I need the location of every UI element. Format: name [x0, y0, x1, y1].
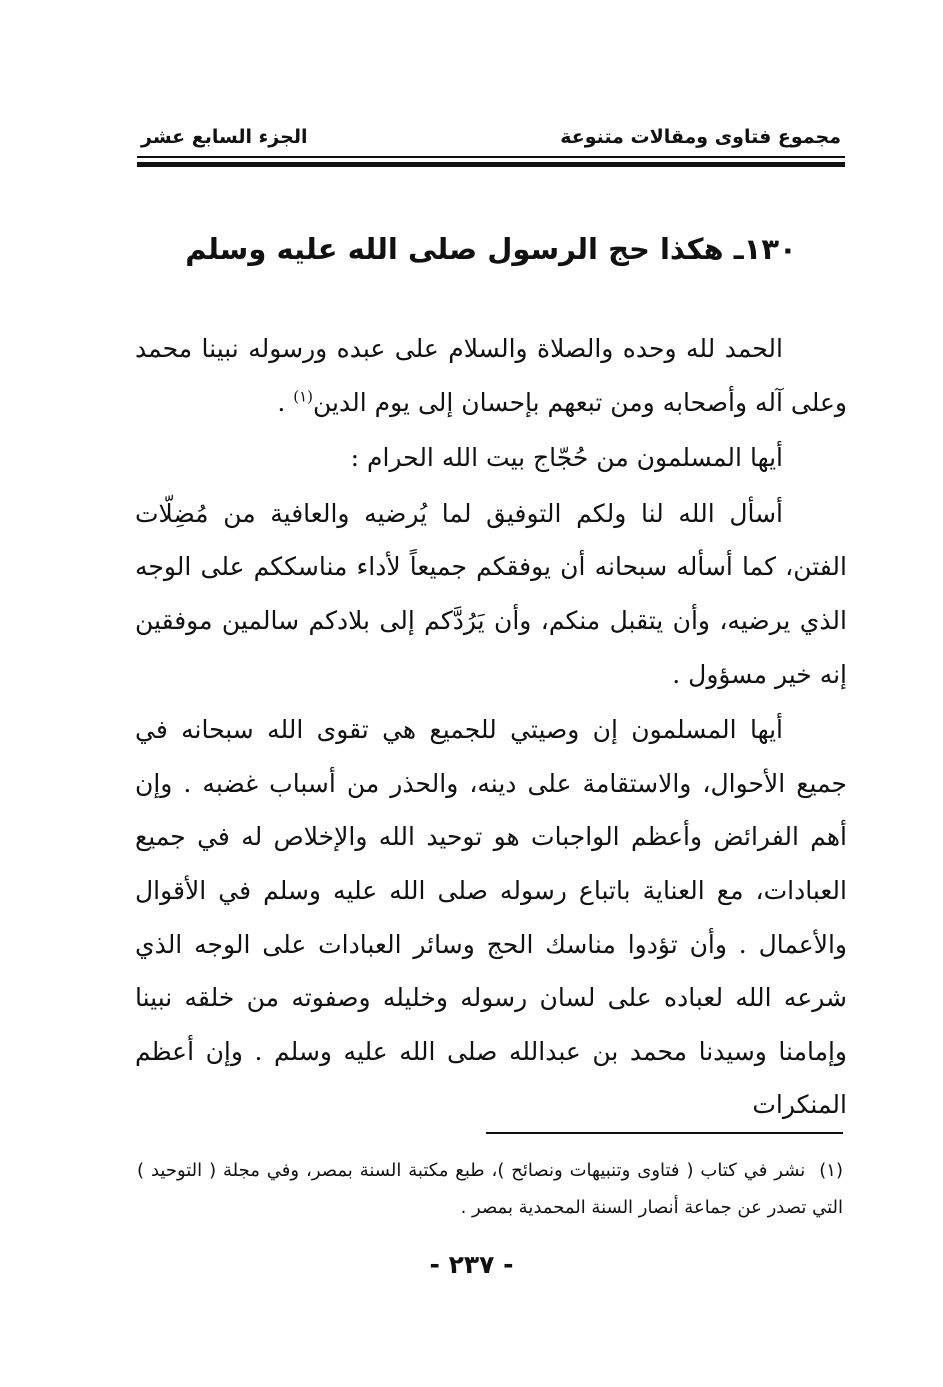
footnote: [137, 1152, 843, 1226]
paragraph-4: أيها المسلمون إن وصيتي للجميع هي تقوى الله سبحانه في جميع الأحوال، والاستقامة على دينه، والحذر من أسباب غضبه . وإن أهم الفرائض وأعظم الواجبات هو توحيد الله والإخلاص له في جميع العبادات، مع العناية باتباع رسوله صلى الله عليه وسلم في الأقوال والأعمال . وأن تؤدوا مناسك الحج وسائر العبادات على الوجه الذي شرعه الله لعباده على لسان رسوله وخليله وصفوته من خلقه نبينا وإمامنا وسيدنا محمد بن عبدالله صلى الله عليه وسلم . وإن أعظم المنكرات: [135, 715, 847, 1120]
page-number: - ٢٣٧ -: [429, 1250, 514, 1279]
header-rule-thick: [137, 162, 845, 167]
article-body: [135, 322, 847, 1132]
footnote-marker: (١): [293, 387, 314, 406]
paragraph-3: أسأل الله لنا ولكم التوفيق لما يُرضيه والعافية من مُضِلّات الفتن، كما أسأله سبحانه أن يوفقكم جميعاً لأداء مناسككم على الوجه الذي يرضيه، وأن يتقبل منكم، وأن يَرُدَّكم إلى بلادكم سالمين موفقين إنه خير مسؤول .: [135, 498, 847, 689]
paragraph-1-tail: .: [277, 387, 294, 417]
footnote-number: (١): [819, 1160, 843, 1181]
article-title: ١٣٠ـ هكذا حج الرسول صلى الله عليه وسلم: [185, 232, 797, 266]
volume-label: الجزء السابع عشر: [141, 126, 308, 148]
footnote-text: نشر في كتاب ( فتاوى وتنبيهات ونصائح )، طبع مكتبة السنة بمصر، وفي مجلة ( التوحيد ) التي تصدر عن جماعة أنصار السنة المحمدية بمصر .: [137, 1160, 843, 1218]
paragraph-1: [135, 322, 847, 429]
footnote-rule: [486, 1132, 843, 1134]
book-title: مجموع فتاوى ومقالات متنوعة: [560, 126, 841, 148]
paragraph-1-text: الحمد لله وحده والصلاة والسلام على عبده ورسوله نبينا محمد وعلى آله وأصحابه ومن تبعهم بإحسان إلى يوم الدين: [135, 334, 847, 417]
header-rule-thin: [137, 156, 845, 158]
running-header: [137, 118, 845, 156]
paragraph-2: أيها المسلمون من حُجّاج بيت الله الحرام :: [350, 443, 783, 473]
